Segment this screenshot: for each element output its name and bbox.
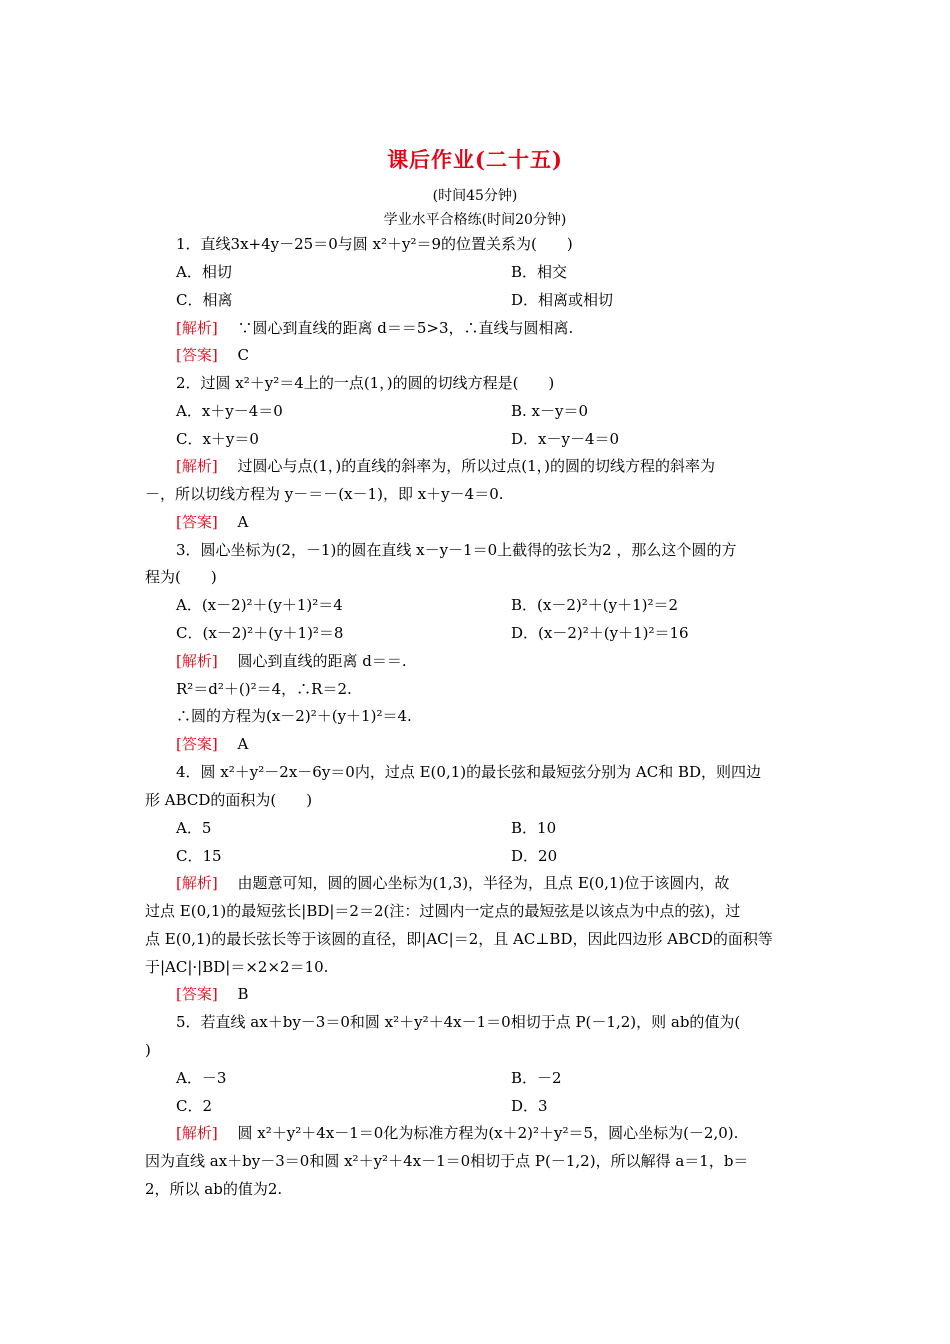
q2-analysis — [176, 456, 715, 476]
q3-stem-line1: 3．圆心坐标为(2，－1)的圆在直线 x－y－1＝0上截得的弦长为2 ，那么这个圆的方 — [176, 541, 737, 559]
answer-tag: [答案] — [176, 735, 218, 753]
analysis-tag: [解析] — [176, 1124, 218, 1142]
q4-stem-line2: 形 ABCD的面积为( ) — [145, 791, 313, 809]
q1-option-a: A．相切 — [176, 263, 232, 281]
q4-answer-value: B — [237, 985, 249, 1003]
q4-analysis-line2: 过点 E(0,1)的最短弦长|BD|＝2＝2(注：过圆内一定点的最短弦是以该点为中点的弦)，过 — [145, 902, 741, 920]
page-title: 课后作业(二十五) — [387, 147, 563, 172]
q3-option-a: A．(x－2)²＋(y＋1)²＝4 — [176, 596, 343, 614]
q5-option-a: A．－3 — [176, 1069, 227, 1087]
q2-answer — [176, 512, 248, 532]
analysis-tag: [解析] — [176, 319, 218, 337]
q1-answer — [176, 345, 249, 365]
q3-option-d: D．(x－2)²＋(y＋1)²＝16 — [511, 624, 689, 642]
q2-analysis-line2: －，所以切线方程为 y－＝－(x－1)，即 x＋y－4＝0. — [145, 485, 504, 503]
q2-answer-value: A — [237, 513, 249, 531]
q4-analysis-line4: 于|AC|·|BD|＝×2×2＝10. — [145, 958, 329, 976]
q4-option-d: D．20 — [511, 847, 558, 865]
q4-analysis-line1: 由题意可知，圆的圆心坐标为(1,3)，半径为，且点 E(0,1)位于该圆内，故 — [237, 874, 730, 892]
q1-analysis-text: ∵圆心到直线的距离 d＝＝5>3，∴直线与圆相离. — [237, 319, 574, 337]
answer-tag: [答案] — [176, 985, 218, 1003]
q5-stem-line1: 5．若直线 ax＋by－3＝0和圆 x²＋y²＋4x－1＝0相切于点 P(－1,2)，则 ab的值为( — [176, 1013, 741, 1031]
analysis-tag: [解析] — [176, 874, 218, 892]
q5-option-c: C．2 — [176, 1097, 213, 1115]
q5-option-d: D．3 — [511, 1097, 548, 1115]
q3-analysis-line1: 圆心到直线的距离 d＝＝. — [237, 652, 407, 670]
q4-analysis-line3: 点 E(0,1)的最长弦长等于该圆的直径，即|AC|＝2，且 AC⊥BD，因此四边形 ABCD的面积等 — [145, 930, 773, 948]
q5-analysis-line3: 2，所以 ab的值为2. — [145, 1180, 283, 1198]
q1-option-c: C．相离 — [176, 291, 233, 309]
time-limit: (时间45分钟) — [432, 188, 518, 204]
q2-option-b: B. x－y＝0 — [511, 402, 589, 420]
q3-analysis-line2: R²＝d²＋()²＝4，∴R＝2. — [176, 680, 352, 698]
q3-option-c: C．(x－2)²＋(y＋1)²＝8 — [176, 624, 344, 642]
q5-analysis-line2: 因为直线 ax＋by－3＝0和圆 x²＋y²＋4x－1＝0相切于点 P(－1,2)，所以解得 a＝1，b＝ — [145, 1152, 749, 1170]
q2-option-d: D．x－y－4＝0 — [511, 430, 620, 448]
q3-answer-value: A — [237, 735, 249, 753]
analysis-tag: [解析] — [176, 652, 218, 670]
q3-analysis-line3: ∴圆的方程为(x－2)²＋(y＋1)²＝4. — [176, 707, 412, 725]
q3-analysis — [176, 651, 407, 671]
q3-stem-line2: 程为( ) — [145, 568, 217, 586]
q1-option-b: B．相交 — [511, 263, 568, 281]
q1-stem: 1．直线3x+4y－25＝0与圆 x²＋y²＝9的位置关系为( ) — [176, 235, 573, 253]
answer-tag: [答案] — [176, 346, 218, 364]
answer-tag: [答案] — [176, 513, 218, 531]
q2-option-a: A．x＋y－4＝0 — [176, 402, 283, 420]
q4-option-a: A．5 — [176, 819, 212, 837]
q1-answer-value: C — [237, 346, 249, 364]
section-heading: 学业水平合格练(时间20分钟) — [383, 212, 567, 228]
q2-stem: 2．过圆 x²＋y²＝4上的一点(1，)的圆的切线方程是( ) — [176, 374, 555, 392]
q4-analysis — [176, 873, 729, 893]
q1-option-d: D．相离或相切 — [511, 291, 614, 309]
q3-option-b: B．(x－2)²＋(y＋1)²＝2 — [511, 596, 679, 614]
analysis-tag: [解析] — [176, 457, 218, 475]
q4-answer — [176, 984, 249, 1004]
q2-option-c: C．x＋y＝0 — [176, 430, 259, 448]
q5-stem-line2: ) — [145, 1041, 151, 1059]
q5-analysis-line1: 圆 x²＋y²＋4x－1＝0化为标准方程为(x＋2)²＋y²＝5，圆心坐标为(－2,0). — [237, 1124, 739, 1142]
q4-option-b: B．10 — [511, 819, 557, 837]
q2-analysis-line1: 过圆心与点(1，)的直线的斜率为，所以过点(1，)的圆的切线方程的斜率为 — [237, 457, 715, 475]
q3-answer — [176, 734, 248, 754]
q5-analysis — [176, 1123, 738, 1143]
q1-analysis — [176, 318, 573, 338]
q4-option-c: C．15 — [176, 847, 222, 865]
q4-stem-line1: 4．圆 x²＋y²－2x－6y＝0内，过点 E(0,1)的最长弦和最短弦分别为 AC和 BD，则四边 — [176, 763, 762, 781]
q5-option-b: B．－2 — [511, 1069, 562, 1087]
